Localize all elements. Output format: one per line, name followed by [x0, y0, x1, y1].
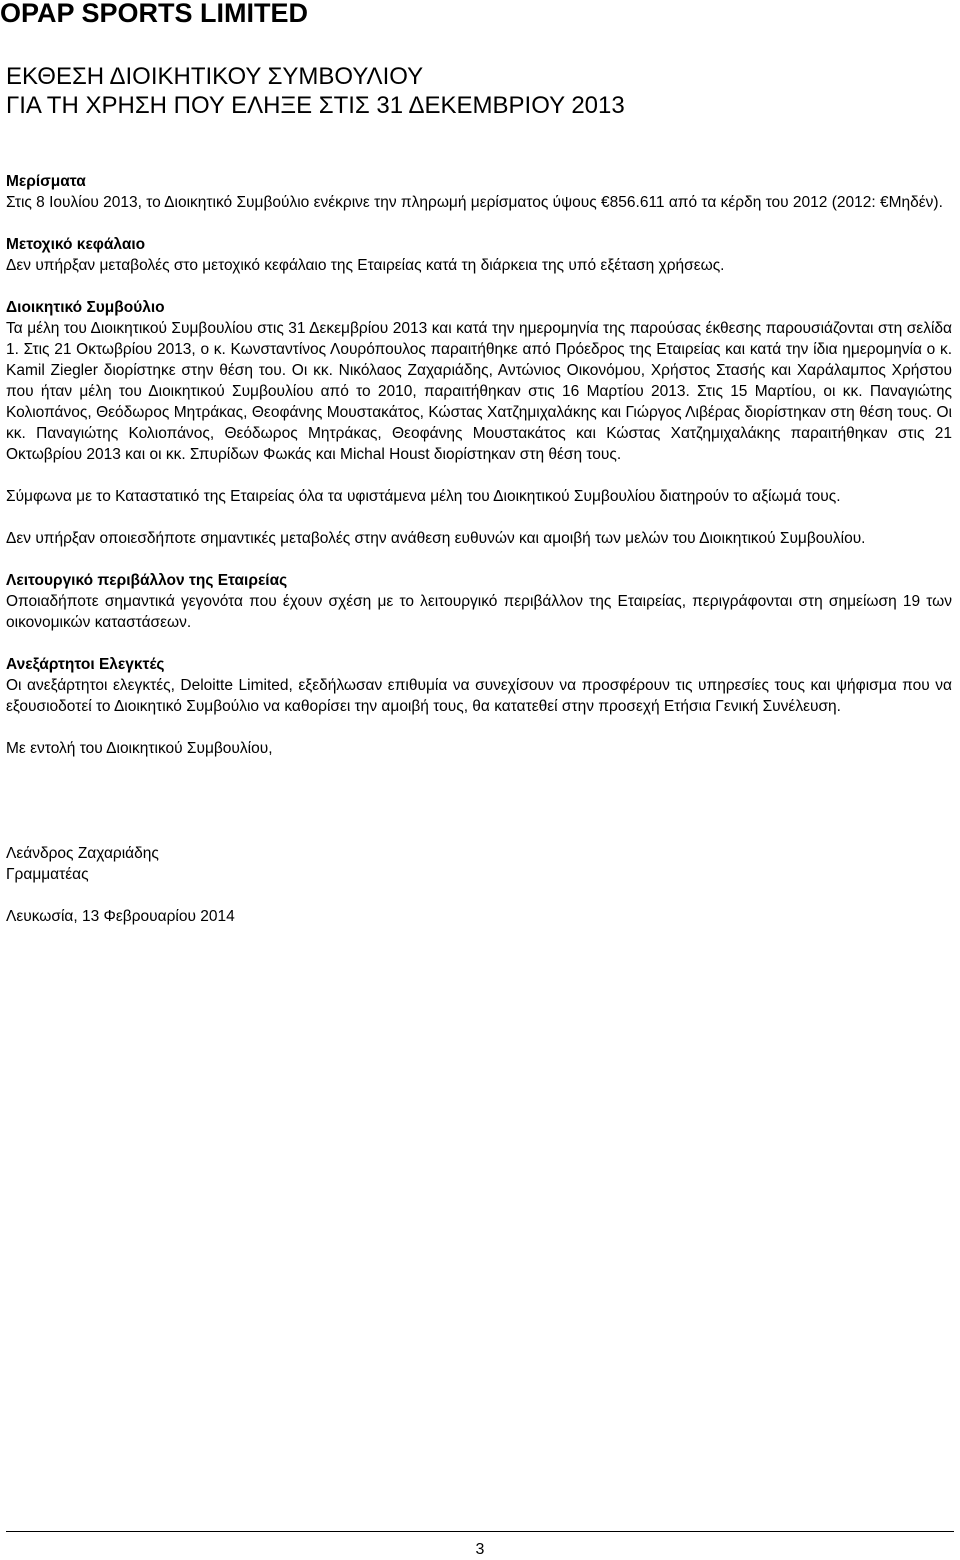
- section-board: [6, 297, 952, 549]
- board-text-2: Σύμφωνα με το Καταστατικό της Εταιρείας όλα τα υφιστάμενα μέλη του Διοικητικού Συμβουλίου διατηρούν το αξίωμά τους.: [6, 488, 841, 505]
- report-title: [6, 62, 625, 120]
- section-share-capital: [6, 234, 952, 276]
- section-dividends: [6, 171, 952, 213]
- signatory-name: Λεάνδρος Ζαχαριάδης: [6, 845, 159, 862]
- place-date: Λευκωσία, 13 Φεβρουαρίου 2014: [6, 908, 235, 925]
- section-heading-share-capital: Μετοχικό κεφάλαιο: [6, 236, 146, 253]
- signature-block: [6, 843, 952, 885]
- board-order-text: Με εντολή του Διοικητικού Συμβουλίου,: [6, 740, 273, 757]
- section-operating-environment: [6, 570, 952, 633]
- report-title-line2: ΓΙΑ ΤΗ ΧΡΗΣΗ ΠΟΥ ΕΛΗΞΕ ΣΤΙΣ 31 ΔΕΚΕΜΒΡΙΟΥ 2013: [6, 92, 625, 119]
- footer-divider: [6, 1531, 954, 1532]
- dividends-text: Στις 8 Ιουλίου 2013, το Διοικητικό Συμβούλιο ενέκρινε την πληρωμή μερίσματος ύψους €856.611 από τα κέρδη του 2012 (2012: €Μηδέν).: [6, 194, 943, 211]
- board-text-1: Τα μέλη του Διοικητικού Συμβουλίου στις 31 Δεκεμβρίου 2013 και κατά την ημερομηνία της παρούσας έκθεσης παρουσιάζονται στη σελίδα 1. Στις 21 Οκτωβρίου 2013, ο κ. Κωνσταντίνος Λουρόπουλος παραιτήθηκε από Πρόεδρος της Εταιρείας και κατά την ίδια ημερομηνία ο κ. Kamil Ziegler διορίστηκε στην θέση του. Οι κκ. Νικόλαος Ζαχαριάδης, Αντώνιος Οικονόμου, Χρήστος Στασής και Χαράλαμπος Χρήστου που ήταν μέλη του Διοικητικού Συμβουλίου από το 2010, παραιτήθηκαν στις 16 Μαρτίου 2013. Στις 15 Μαρτίου, οι κκ. Παναγιώτης Κολιοπάνος, Θεόδωρος Μητράκας, Θεοφάνης Μουστακάτος, Κώστας Χατζημιχαλάκης και Γιώργος Λιβέρας διορίστηκαν στη θέση τους. Οι κκ. Παναγιώτης Κολιοπάνος, Θεόδωρος Μητράκας, Θεοφάνης Μουστακάτος και Κώστας Χατζημιχαλάκης παραιτήθηκαν στις 21 Οκτωβρίου 2013 και οι κκ. Σπυρίδων Φωκάς και Michal Houst διορίστηκαν στη θέση τους.: [6, 320, 952, 463]
- section-heading-auditors: Ανεξάρτητοι Ελεγκτές: [6, 656, 165, 673]
- page-number: 3: [475, 1541, 485, 1558]
- company-name: OPAP SPORTS LIMITED: [0, 0, 309, 28]
- section-auditors: [6, 654, 952, 717]
- operating-environment-text: Οποιαδήποτε σημαντικά γεγονότα που έχουν σχέση με το λειτουργικό περιβάλλον της Εταιρείας, περιγράφονται στη σημείωση 19 των οικονομικών καταστάσεων.: [6, 593, 952, 631]
- report-body: [6, 171, 952, 927]
- share-capital-text: Δεν υπήρξαν μεταβολές στο μετοχικό κεφάλαιο της Εταιρείας κατά τη διάρκεια της υπό εξέταση χρήσεως.: [6, 257, 725, 274]
- section-heading-board: Διοικητικό Συμβούλιο: [6, 299, 165, 316]
- section-heading-dividends: Μερίσματα: [6, 173, 86, 190]
- auditors-text: Οι ανεξάρτητοι ελεγκτές, Deloitte Limited, εξεδήλωσαν επιθυμία να συνεχίσουν να προσφέρουν τις υπηρεσίες τους και ψήφισμα που να εξουσιοδοτεί το Διοικητικό Συμβούλιο να καθορίσει την αμοιβή τους, θα κατατεθεί στην προσεχή Ετήσια Γενική Συνέλευση.: [6, 677, 952, 715]
- section-heading-operating-environment: Λειτουργικό περιβάλλον της Εταιρείας: [6, 572, 288, 589]
- report-title-line1: ΕΚΘΕΣΗ ΔΙΟΙΚΗΤΙΚΟΥ ΣΥΜΒΟΥΛΙΟΥ: [6, 63, 424, 90]
- signatory-title: Γραμματέας: [6, 866, 89, 883]
- board-text-3: Δεν υπήρξαν οποιεσδήποτε σημαντικές μεταβολές στην ανάθεση ευθυνών και αμοιβή των μελών του Διοικητικού Συμβουλίου.: [6, 530, 866, 547]
